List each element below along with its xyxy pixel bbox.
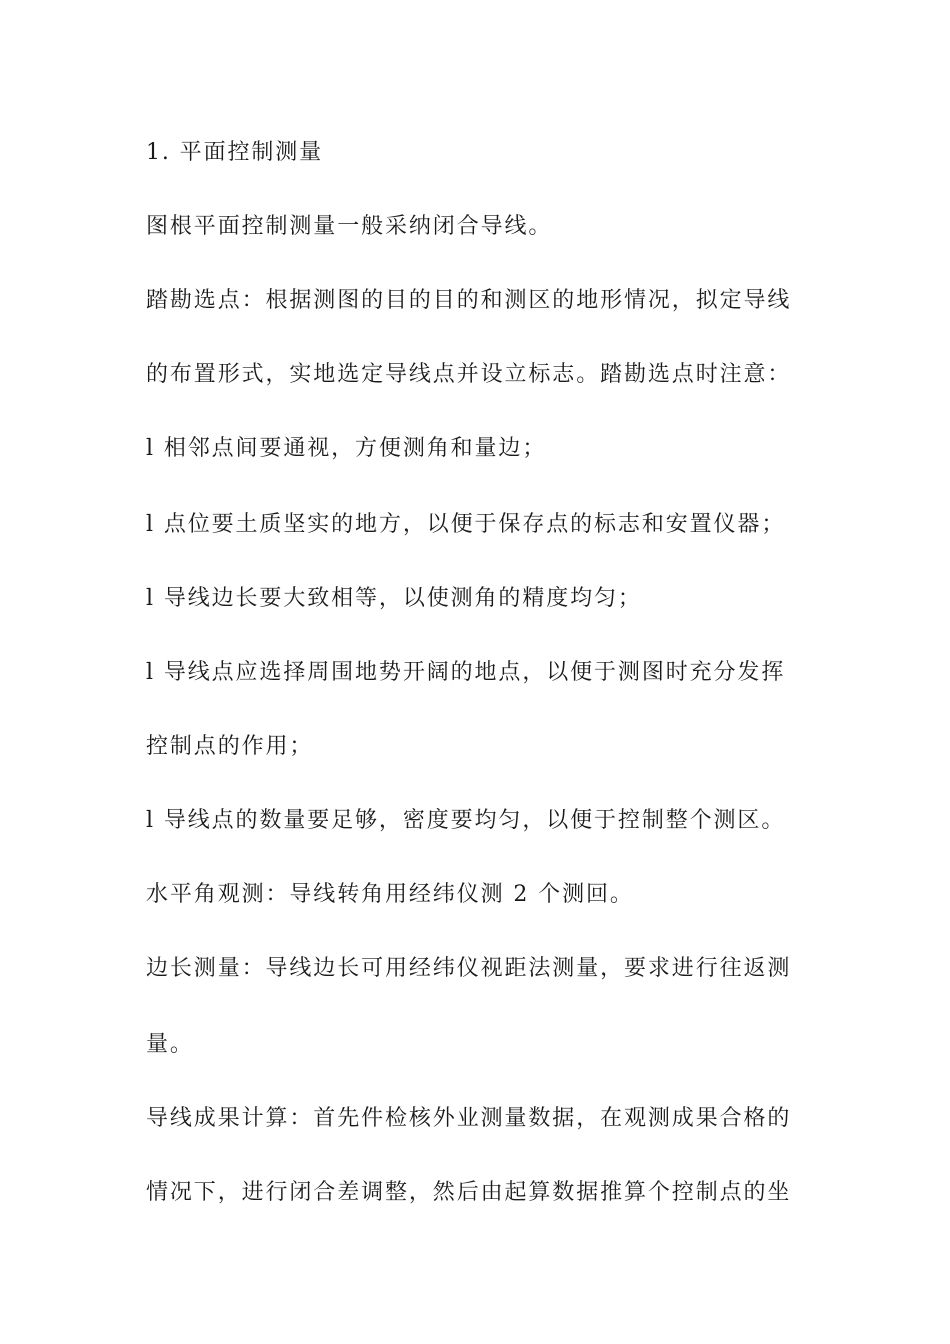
bullet-line: l 导线点应选择周围地势开阔的地点，以便于测图时充分发挥 (146, 660, 786, 685)
text-line: 量。 (146, 1032, 194, 1057)
text-line: 边长测量：导线边长可用经纬仪视距法测量，要求进行往返测 (146, 956, 792, 981)
section-heading: 1. 平面控制测量 (146, 140, 324, 165)
text-line: 导线成果计算：首先件检核外业测量数据，在观测成果合格的 (146, 1106, 792, 1131)
text-line: 水平角观测：导线转角用经纬仪测 2 个测回。 (146, 882, 634, 907)
text-line: 踏勘选点：根据测图的目的目的和测区的地形情况，拟定导线 (146, 288, 792, 313)
text-line: 的布置形式，实地选定导线点并设立标志。踏勘选点时注意： (146, 362, 792, 387)
text-line: 图根平面控制测量一般采纳闭合导线。 (146, 214, 553, 239)
bullet-line: l 导线边长要大致相等，以使测角的精度均匀； (146, 586, 642, 611)
text-line: 情况下，进行闭合差调整，然后由起算数据推算个控制点的坐 (146, 1180, 792, 1205)
bullet-line: l 相邻点间要通视，方便测角和量边； (146, 436, 547, 461)
bullet-line: l 导线点的数量要足够，密度要均匀，以便于控制整个测区。 (146, 808, 786, 833)
bullet-line: l 点位要土质坚实的地方，以便于保存点的标志和安置仪器； (146, 512, 786, 537)
text-line: 控制点的作用； (146, 734, 314, 759)
